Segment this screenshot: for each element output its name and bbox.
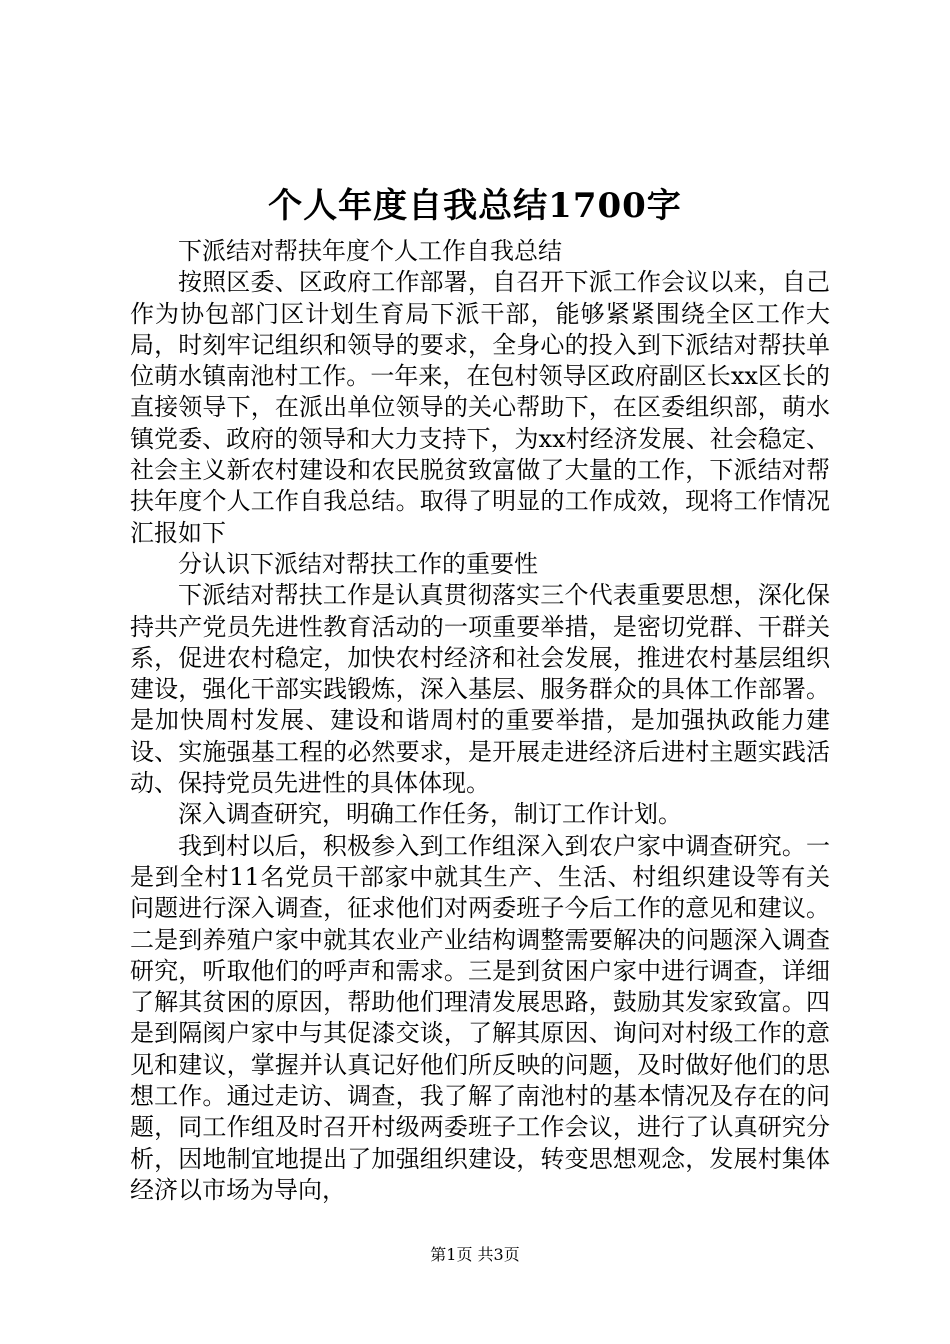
- paragraph-heading-importance: 分认识下派结对帮扶工作的重要性: [178, 549, 538, 578]
- paragraph-importance: 下派结对帮扶工作是认真贯彻落实三个代表重要思想，深化保持共产党员先进性教育活动的一项重要举措，是密切党群、干群关系，促进农村稳定，加快农村经济和社会发展，推进农村基层组织建设，强化干部实践锻炼，深入基层、服务群众的具体工作部署。是加快周村发展、建设和谐周村的重要举措，是加强执政能力建设、实施强基工程的必然要求，是开展走进经济后进村主题实践活动、保持党员先进性的具体体现。: [130, 581, 830, 798]
- document-title: 个人年度自我总结1700字: [268, 186, 682, 226]
- document-body: [130, 236, 830, 1206]
- paragraph-subtitle: 下派结对帮扶年度个人工作自我总结: [178, 237, 562, 265]
- page-footer: 第1页 共3页: [430, 1245, 520, 1264]
- paragraph-heading-research: 深入调查研究，明确工作任务，制订工作计划。: [178, 800, 682, 829]
- paragraph-intro: 按照区委、区政府工作部署，自召开下派工作会议以来，自己作为协包部门区计划生育局下派干部，能够紧紧围绕全区工作大局，时刻牢记组织和领导的要求，全身心的投入到下派结对帮扶单位萌水镇南池村工作。一年来，在包村领导区政府副区长xx区长的直接领导下，在派出单位领导的关心帮助下，在区委组织部，萌水镇党委、政府的领导和大力支持下，为xx村经济发展、社会稳定、社会主义新农村建设和农民脱贫致富做了大量的工作，下派结对帮扶年度个人工作自我总结。取得了明显的工作成效，现将工作情况汇报如下: [130, 268, 830, 547]
- paragraph-research: 我到村以后，积极参入到工作组深入到农户家中调查研究。一是到全村11名党员干部家中就其生产、生活、村组织建设等有关问题进行深入调查，征求他们对两委班子今后工作的意见和建议。二是到养殖户家中就其农业产业结构调整需要解决的问题深入调查研究，听取他们的呼声和需求。三是到贫困户家中进行调查，详细了解其贫困的原因，帮助他们理清发展思路，鼓励其发家致富。四是到隔阂户家中与其促漆交谈，了解其原因、询问对村级工作的意见和建议，掌握并认真记好他们所反映的问题，及时做好他们的思想工作。通过走访、调查，我了解了南池村的基本情况及存在的问题，同工作组及时召开村级两委班子工作会议，进行了认真研究分析，因地制宜地提出了加强组织建设，转变思想观念，发展村集体经济以市场为导向，: [130, 831, 830, 1204]
